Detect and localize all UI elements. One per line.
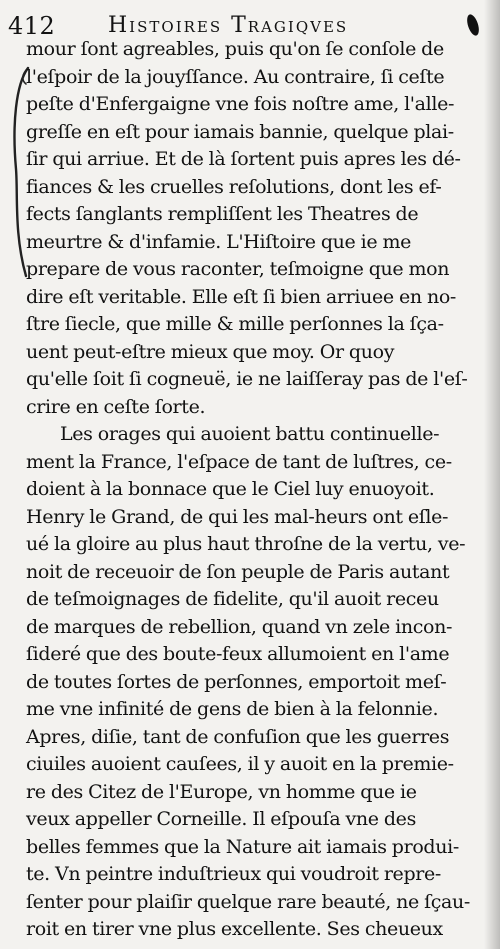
- text-line: de marques de rebellion, quand vn zele incon-: [26, 615, 453, 638]
- text-line: veux appeller Corneille. Il eſpouſa vne des: [26, 808, 416, 830]
- text-line: Henry le Grand, de qui les mal-heurs ont eſle-: [26, 505, 449, 528]
- text-line: Apres, diſie, tant de confuſion que les guerres: [26, 725, 450, 748]
- running-title: Histoires Tragiqves: [108, 13, 349, 38]
- text-line: fects ſanglants rempliſſent les Theatres de: [26, 203, 419, 225]
- text-line: mour ſont agreables, puis qu'on ſe conſole de: [26, 38, 444, 60]
- text-line: ſideré que des boute-feux allumoient en l'ame: [26, 643, 450, 665]
- text-line: ſir qui arriue. Et de là ſortent puis apres les dé-: [26, 148, 461, 170]
- text-line: peſte d'Enfergaigne vne fois noſtre ame, l'alle-: [26, 93, 455, 115]
- text-line: fiances & les cruelles reſolutions, dont les ef-: [26, 175, 442, 198]
- text-line: meurtre & d'infamie. L'Hiſtoire que ie me: [26, 230, 411, 253]
- text-line: ſenter pour plaiſir quelque rare beauté, ne ſçau-: [26, 890, 470, 913]
- page-number: 412: [8, 12, 56, 40]
- text-line: uent peut-eſtre mieux que moy. Or quoy: [26, 340, 395, 363]
- page-header: [8, 6, 488, 40]
- body-text: [26, 36, 490, 944]
- text-line: prepare de vous raconter, teſmoigne que mon: [26, 258, 450, 280]
- text-line: re des Citez de l'Europe, vn homme que ie: [26, 780, 417, 803]
- text-line: roit en tirer vne plus excellente. Ses cheueux: [26, 918, 443, 940]
- text-line: qu'elle ſoit ſi cogneuë, ie ne laiſſeray pas de l'eſ-: [26, 368, 468, 390]
- text-line: belles femmes que la Nature ait iamais produi-: [26, 835, 459, 858]
- text-line: te. Vn peintre induſtrieux qui voudroit repre-: [26, 863, 441, 885]
- text-line: ſtre ſiecle, que mille & mille perſonnes la ſça-: [26, 313, 444, 335]
- paragraph-start-line: Les orages qui auoient battu continuelle-: [60, 423, 440, 445]
- text-line: dire eſt veritable. Elle eſt ſi bien arriuee en no-: [26, 285, 456, 308]
- text-line: ué la gloire au plus haut throſne de la vertu, ve-: [26, 533, 466, 555]
- text-line: noit de receuoir de ſon peuple de Paris autant: [26, 560, 450, 583]
- text-line: me vne infinité de gens de bien à la felonnie.: [26, 698, 439, 720]
- text-line: de teſmoignages de fidelite, qu'il auoit receu: [26, 588, 439, 610]
- text-line: crire en ceſte ſorte.: [26, 395, 206, 418]
- text-line: ciuiles auoient cauſees, il y auoit en la premie-: [26, 753, 454, 775]
- text-line: greſſe en eſt pour iamais bannie, quelque plai-: [26, 120, 454, 143]
- text-line: de toutes ſortes de perſonnes, emportoit meſ-: [26, 670, 447, 693]
- text-line: ment la France, l'eſpace de tant de luſtres, ce-: [26, 450, 452, 473]
- ink-blot: [465, 13, 481, 37]
- text-line: doient à la bonnace que le Ciel luy enuoyoit.: [26, 478, 435, 500]
- text-line: l'eſpoir de la jouyſſance. Au contraire, ſi ceſte: [26, 65, 445, 88]
